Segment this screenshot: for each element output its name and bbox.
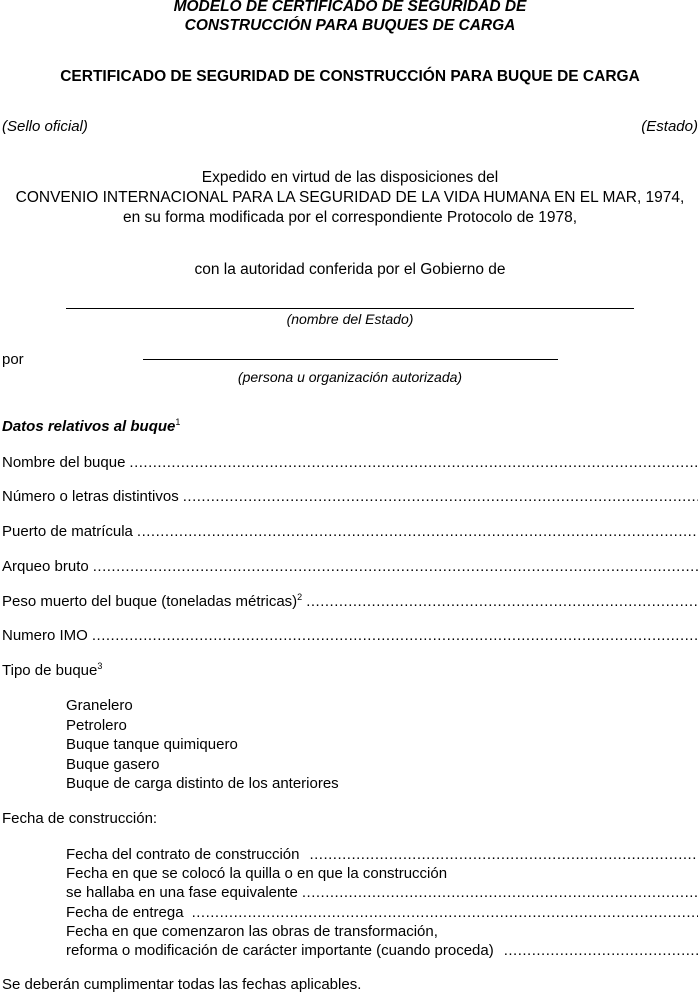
- by-label: por: [2, 351, 24, 368]
- ship-data-heading-text: Datos relativos al buque: [2, 418, 176, 435]
- ship-type-bulk-carrier[interactable]: Granelero: [66, 697, 133, 714]
- contract-date-field[interactable]: [66, 846, 698, 863]
- contract-date-entry[interactable]: [309, 846, 698, 863]
- state-name-line[interactable]: [66, 308, 634, 309]
- conversion-date-field[interactable]: [66, 942, 698, 959]
- official-seal-label: (Sello oficial): [2, 118, 88, 135]
- footnote-2-marker: 2: [297, 592, 303, 602]
- keel-date-label-line1: Fecha en que se colocó la quilla o en que la construcción: [66, 865, 448, 882]
- footer-note: Se deberán cumplimentar todas las fechas aplicables.: [2, 976, 362, 993]
- deadweight-entry[interactable]: [306, 593, 698, 610]
- imo-number-entry[interactable]: [92, 627, 698, 644]
- port-of-registry-entry[interactable]: [137, 523, 698, 540]
- ship-data-heading: [2, 418, 180, 435]
- delivery-date-label: Fecha de entrega: [66, 904, 184, 921]
- distinctive-letters-label: Número o letras distintivos: [2, 488, 179, 505]
- footnote-3-marker: 3: [97, 661, 103, 671]
- intro-paragraph: [0, 168, 700, 228]
- ship-name-label: Nombre del buque: [2, 454, 126, 471]
- ship-type-chemical-tanker[interactable]: Buque tanque quimiquero: [66, 736, 238, 753]
- keel-date-field[interactable]: [66, 884, 698, 901]
- intro-line-1: Expedido en virtud de las disposiciones del: [201, 169, 499, 186]
- ship-type-gas-carrier[interactable]: Buque gasero: [66, 756, 160, 773]
- organization-line[interactable]: [143, 359, 558, 360]
- ship-type-other-cargo[interactable]: Buque de carga distinto de los anteriores: [66, 775, 339, 792]
- organization-caption: (persona u organización autorizada): [237, 369, 463, 385]
- distinctive-letters-field[interactable]: [2, 488, 698, 505]
- deadweight-label: [2, 593, 302, 610]
- intro-line-3: en su forma modificada por el correspondiente Protocolo de 1978,: [122, 209, 578, 226]
- port-of-registry-label: Puerto de matrícula: [2, 523, 133, 540]
- delivery-date-entry[interactable]: [192, 904, 698, 921]
- ship-name-field[interactable]: [2, 454, 698, 471]
- delivery-date-field[interactable]: [66, 904, 698, 921]
- keel-date-label-line2: se hallaba en una fase equivalente: [66, 884, 298, 901]
- conversion-date-label-line2: reforma o modificación de carácter importante (cuando proceda): [66, 942, 494, 959]
- ship-type-label: [2, 662, 102, 679]
- construction-date-heading: Fecha de construcción:: [2, 810, 158, 827]
- port-of-registry-field[interactable]: [2, 523, 698, 540]
- deadweight-field[interactable]: [2, 593, 698, 610]
- gross-tonnage-entry[interactable]: [93, 558, 698, 575]
- imo-number-label: Numero IMO: [2, 627, 88, 644]
- contract-date-label: Fecha del contrato de construcción: [66, 846, 300, 863]
- footnote-1-marker: 1: [175, 417, 181, 427]
- intro-line-2: CONVENIO INTERNACIONAL PARA LA SEGURIDAD DE LA VIDA HUMANA EN EL MAR, 1974,: [15, 189, 685, 206]
- gross-tonnage-label: Arqueo bruto: [2, 558, 89, 575]
- ship-name-entry[interactable]: [129, 454, 698, 471]
- conversion-date-entry[interactable]: [504, 942, 698, 959]
- keel-date-entry[interactable]: [302, 884, 698, 901]
- deadweight-label-text: Peso muerto del buque (toneladas métricas): [2, 593, 298, 610]
- ship-type-oil-tanker[interactable]: Petrolero: [66, 717, 127, 734]
- title-line-2: CONSTRUCCIÓN PARA BUQUES DE CARGA: [184, 17, 516, 34]
- authority-text: con la autoridad conferida por el Gobierno de: [194, 261, 506, 278]
- certificate-subtitle: CERTIFICADO DE SEGURIDAD DE CONSTRUCCIÓN PARA BUQUE DE CARGA: [60, 68, 640, 85]
- document-title: [0, 0, 700, 35]
- state-name-caption: (nombre del Estado): [286, 311, 414, 327]
- ship-type-label-text: Tipo de buque: [2, 662, 98, 679]
- distinctive-letters-entry[interactable]: [183, 488, 698, 505]
- conversion-date-label-line1: Fecha en que comenzaron las obras de transformación,: [66, 923, 438, 940]
- imo-number-field[interactable]: [2, 627, 698, 644]
- state-label: (Estado): [641, 118, 698, 135]
- gross-tonnage-field[interactable]: [2, 558, 698, 575]
- title-line-1: MODELO DE CERTIFICADO DE SEGURIDAD DE: [173, 0, 527, 15]
